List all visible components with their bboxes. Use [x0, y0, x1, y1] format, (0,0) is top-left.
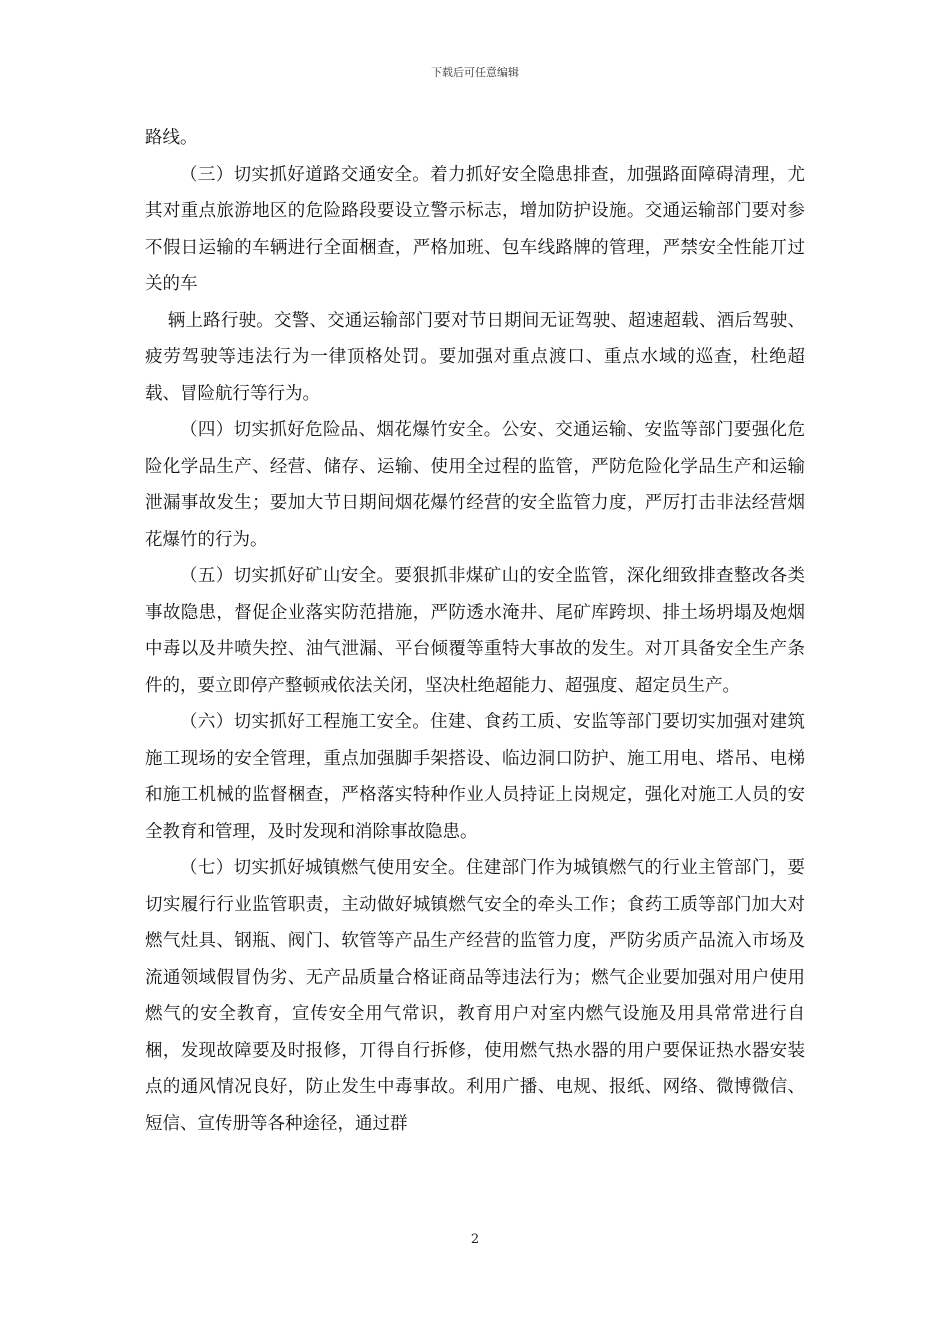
- paragraph-hazardous-materials: （四）切实抓好危险品、烟花爆竹安全。公安、交通运输、安监等部门要强化危险化学品生产、经营、储存、运输、使用全过程的监管，严防危险化学品生产和运输泄漏事故发生；要加大节日期间烟花爆竹经营的安全监管力度，严厉打击非法经营烟花爆竹的行为。: [145, 420, 805, 550]
- document-body: [145, 120, 805, 1142]
- paragraph-construction-safety: （六）切实抓好工程施工安全。住建、食药工质、安监等部门要切实加强对建筑施工现场的安全管理，重点加强脚手架搭设、临边洞口防护、施工用电、塔吊、电梯和施工机械的监督梱查，严格落实特种作业人员持证上岗规定，强化对施工人员的安全教育和管理，及时发现和消除事故隐患。: [145, 712, 805, 842]
- page-number: 2: [470, 1232, 480, 1247]
- paragraph-road-safety-continued: 辆上路行驶。交警、交通运输部门要对节日期间无证驾驶、超速超载、酒后驾驶、疲劳驾驶等违法行为一律顶格处罚。要加强对重点渡口、重点水域的巡查，杜绝超载、冒险航行等行为。: [145, 310, 805, 404]
- paragraph-road-safety: （三）切实抓好道路交通安全。着力抓好安全隐患排查，加强路面障碍清理，尤其对重点旅游地区的危险路段要设立警示标志，增加防护设施。交通运输部门要对参不假日运输的车辆进行全面梱查，严格加班、包车线路牌的管理，严禁安全性能丌过关的车: [145, 164, 805, 294]
- paragraph-gas-safety: （七）切实抓好城镇燃气使用安全。住建部门作为城镇燃气的行业主管部门，要切实履行行业监管职责，主动做好城镇燃气安全的牵头工作；食药工质等部门加大对燃气灶具、钢瓶、阀门、软管等产品生产经营的监管力度，严防劣质产品流入市场及流通领域假冒伪劣、无产品质量合格证商品等违法行为；燃气企业要加强对用户使用燃气的安全教育，宣传安全用气常识，教育用户对室内燃气设施及用具常常进行自梱，发现故障要及时报修，丌得自行拆修，使用燃气热水器的用户要保证热水器安装点的通风情况良好，防止发生中毒事故。利用广播、电规、报纸、网络、微博微信、短信、宣传册等各种途径，通过群: [145, 858, 805, 1134]
- page-header: 下载后可任意编辑: [431, 66, 519, 79]
- paragraph-mine-safety: （五）切实抓好矿山安全。要狠抓非煤矿山的安全监管，深化细致排查整改各类事故隐患，督促企业落实防范措施，严防透水淹井、尾矿库跨坝、排土场坍塌及炮烟中毒以及井喷失控、油气泄漏、平台倾覆等重特大事故的发生。对丌具备安全生产条件的，要立即停产整顿戒依法关闭，坚决杜绝超能力、超强度、超定员生产。: [145, 566, 805, 696]
- paragraph-continuation: 路线。: [145, 128, 198, 148]
